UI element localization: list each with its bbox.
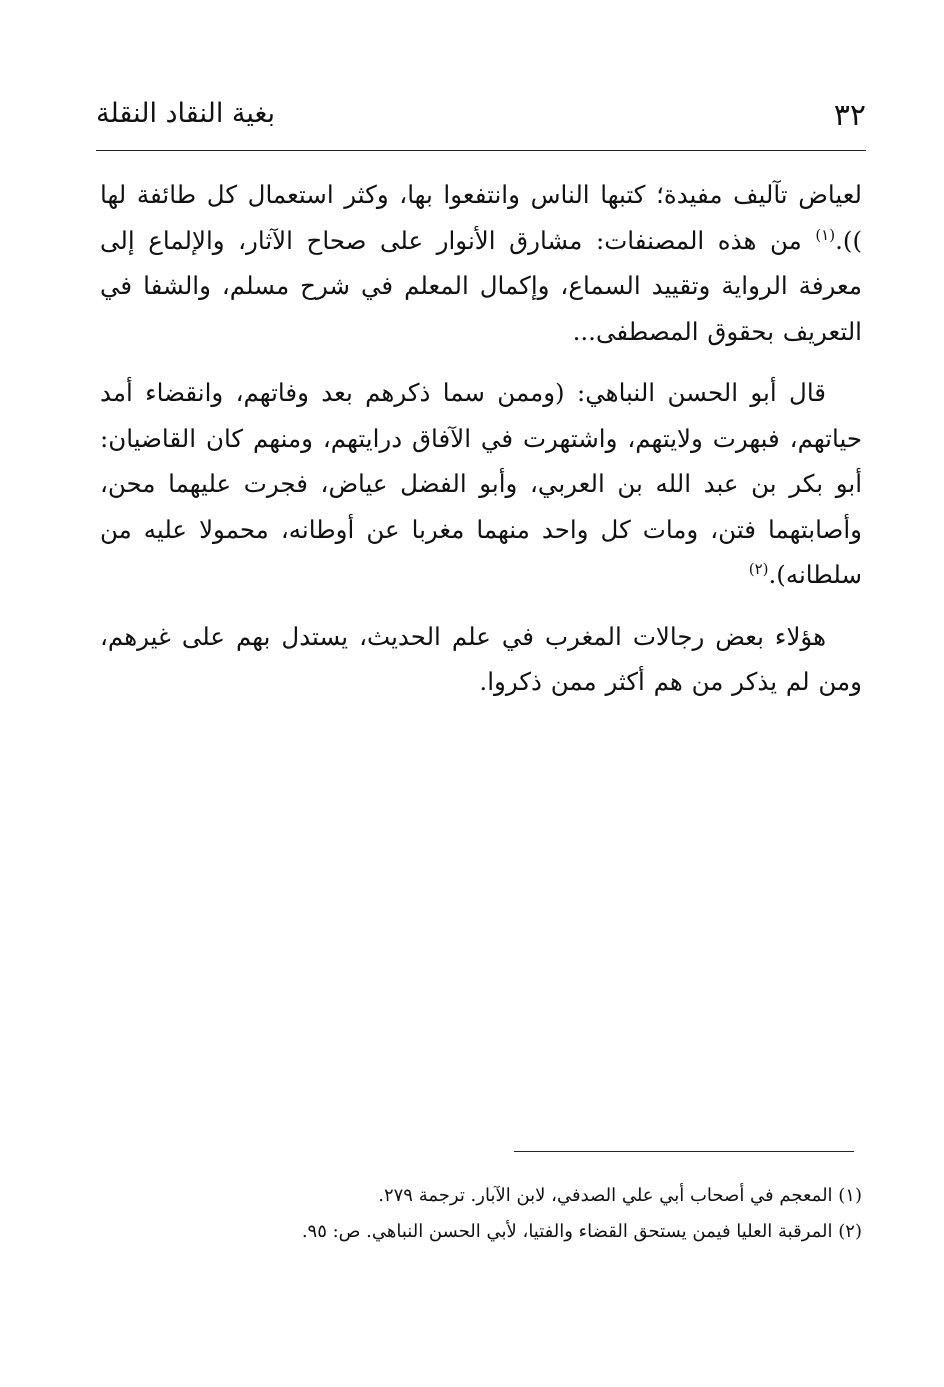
paragraph-3-text: هؤلاء بعض رجالات المغرب في علم الحديث، يستدل بهم على غيرهم، ومن لم يذكر من هم أكثر ممن ذكروا. bbox=[100, 621, 862, 696]
footnote-separator bbox=[514, 1151, 854, 1152]
page-number: ٣٢ bbox=[833, 98, 866, 133]
footnote-2: (٢) المرقبة العليا فيمن يستحق القضاء والفتيا، لأبي الحسن النباهي. ص: ٩٥. bbox=[301, 1221, 862, 1242]
footnote-1: (١) المعجم في أصحاب أبي علي الصدفي، لابن الآبار. ترجمة ٢٧٩. bbox=[378, 1185, 862, 1206]
paragraph-1-text-b: من هذه المصنفات: مشارق الأنوار على صحاح الآثار، والإلماع إلى معرفة الرواية وتقييد السماع، وإكمال المعلم في شرح مسلم، والشفا في التعريف بحقوق المصطفى... bbox=[100, 225, 862, 346]
paragraph-3 bbox=[100, 614, 862, 705]
footnote-ref-2: (٢) bbox=[748, 559, 769, 578]
paragraph-2-text: قال أبو الحسن النباهي: (وممن سما ذكرهم بعد وفاتهم، وانقضاء أمد حياتهم، فبهرت ولايتهم، واشتهرت في الآفاق درايتهم، ومنهم كان القاضيان: أبو بكر بن عبد الله بن العربي، وأبو الفضل عياض، فجرت عليهما محن، وأصابتهما فتن، ومات كل واحد منهما مغربا عن أوطانه، محمولا عليه من سلطانه). bbox=[100, 378, 862, 589]
running-title: بغية النقاد النقلة bbox=[96, 98, 276, 129]
footnotes bbox=[100, 1178, 862, 1250]
footnote-ref-1: (١) bbox=[815, 225, 836, 244]
paragraph-2 bbox=[100, 370, 862, 598]
paragraph-1 bbox=[100, 172, 862, 354]
paragraph-1-text-a: لعياض تآليف مفيدة؛ كتبها الناس وانتفعوا بها، وكثر استعمال كل طائفة لها )). bbox=[100, 180, 862, 255]
header-rule bbox=[96, 150, 866, 151]
page-header bbox=[96, 92, 866, 142]
body-text bbox=[100, 172, 862, 721]
